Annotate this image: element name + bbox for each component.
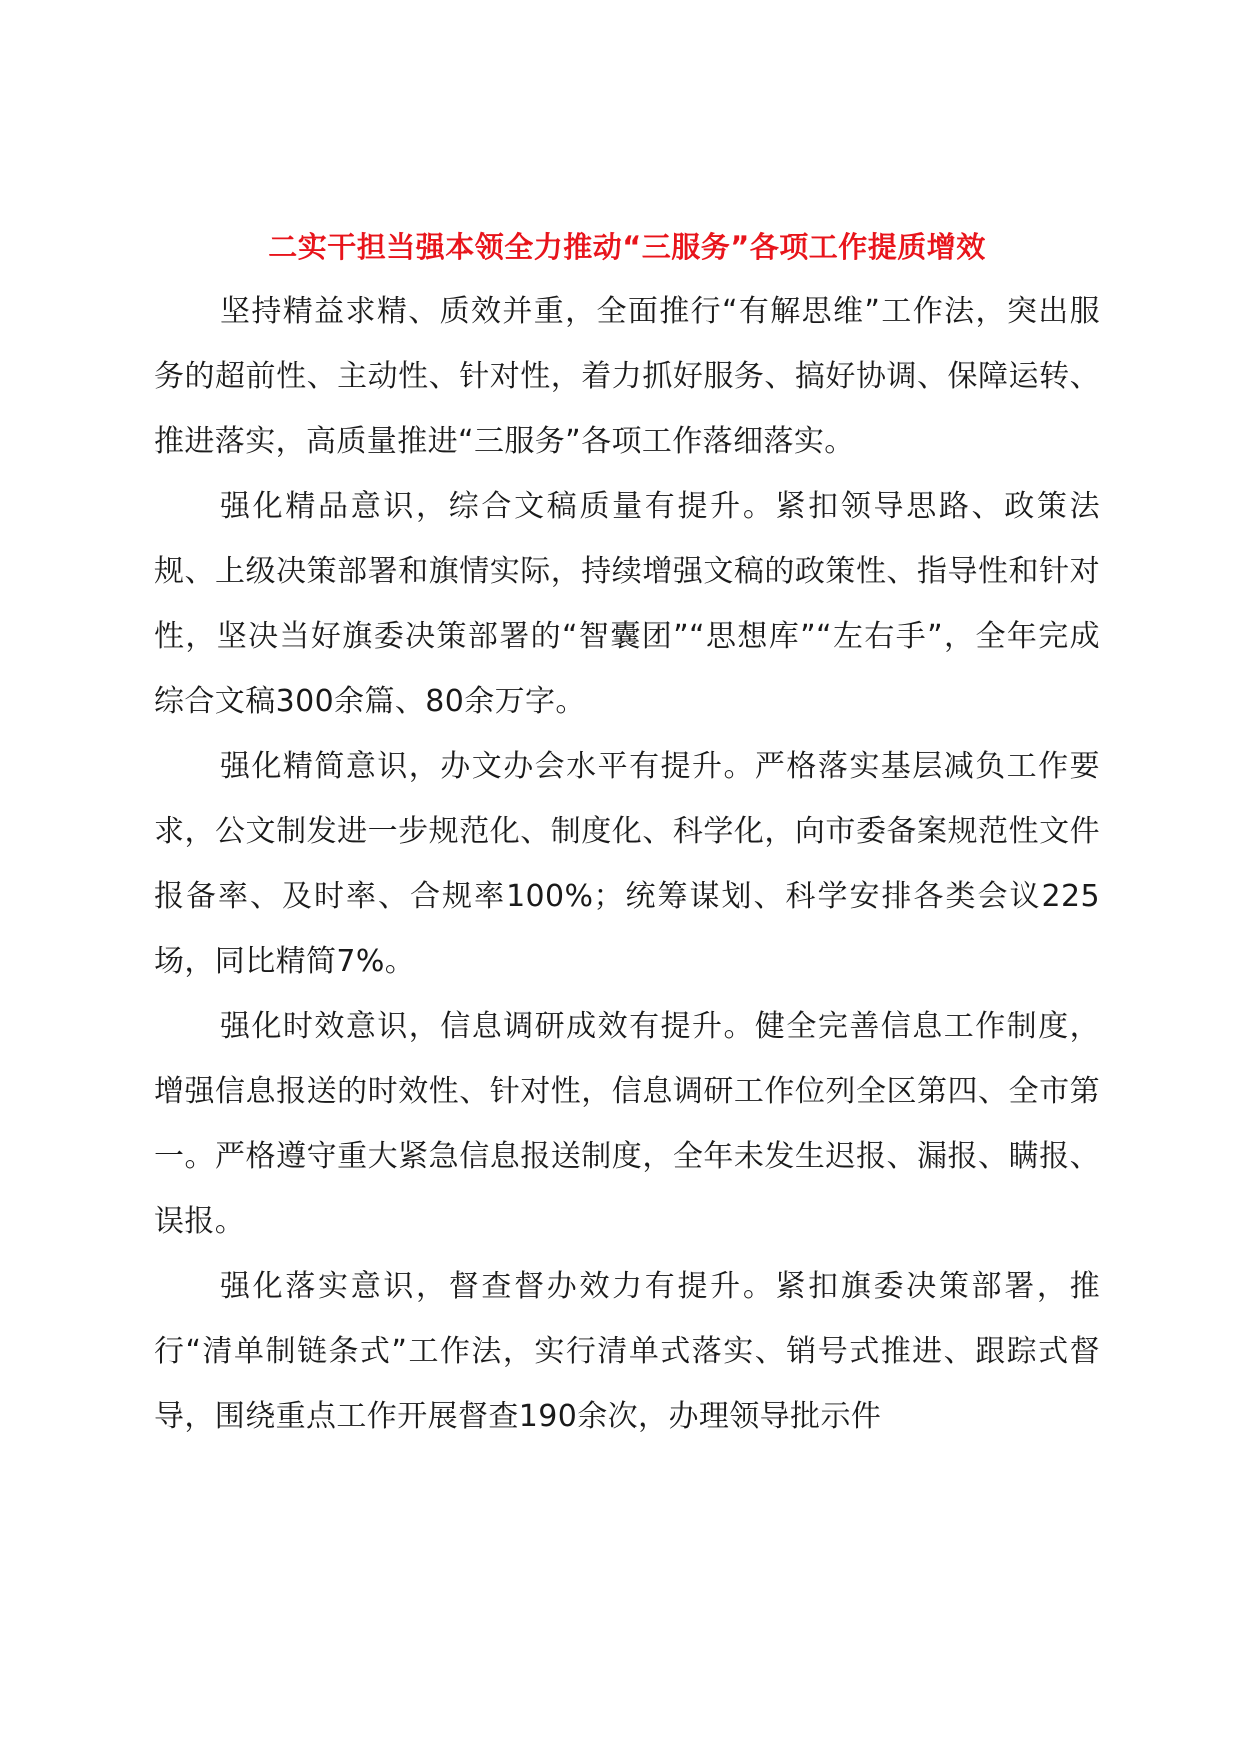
paragraph-intro: 坚持精益求精、质效并重，全面推行“有解思维”工作法，突出服务的超前性、主动性、针对性，着力抓好服务、搞好协调、保障运转、推进落实，高质量推进“三服务”各项工作落细落实。 [154,294,1100,459]
section-heading: 二实干担当强本领全力推动“三服务”各项工作提质增效 [268,230,986,264]
paragraph-supervision: 强化落实意识，督查督办效力有提升。紧扣旗委决策部署，推行“清单制链条式”工作法，实行清单式落实、销号式推进、跟踪式督导，围绕重点工作开展督查190余次，办理领导批示件 [154,1269,1100,1434]
paragraph-meetings: 强化精简意识，办文办会水平有提升。严格落实基层减负工作要求，公文制发进一步规范化、制度化、科学化，向市委备案规范性文件报备率、及时率、合规率100%；统筹谋划、科学安排各类会议225场，同比精简7%。 [154,749,1100,979]
document-body [154,215,1100,1449]
paragraph-drafting: 强化精品意识，综合文稿质量有提升。紧扣领导思路、政策法规、上级决策部署和旗情实际，持续增强文稿的政策性、指导性和针对性，坚决当好旗委决策部署的“智囊团”“思想库”“左右手”，全年完成综合文稿300余篇、80余万字。 [154,489,1100,719]
paragraph-information: 强化时效意识，信息调研成效有提升。健全完善信息工作制度，增强信息报送的时效性、针对性，信息调研工作位列全区第四、全市第一。严格遵守重大紧急信息报送制度，全年未发生迟报、漏报、瞒报、误报。 [154,1009,1100,1239]
